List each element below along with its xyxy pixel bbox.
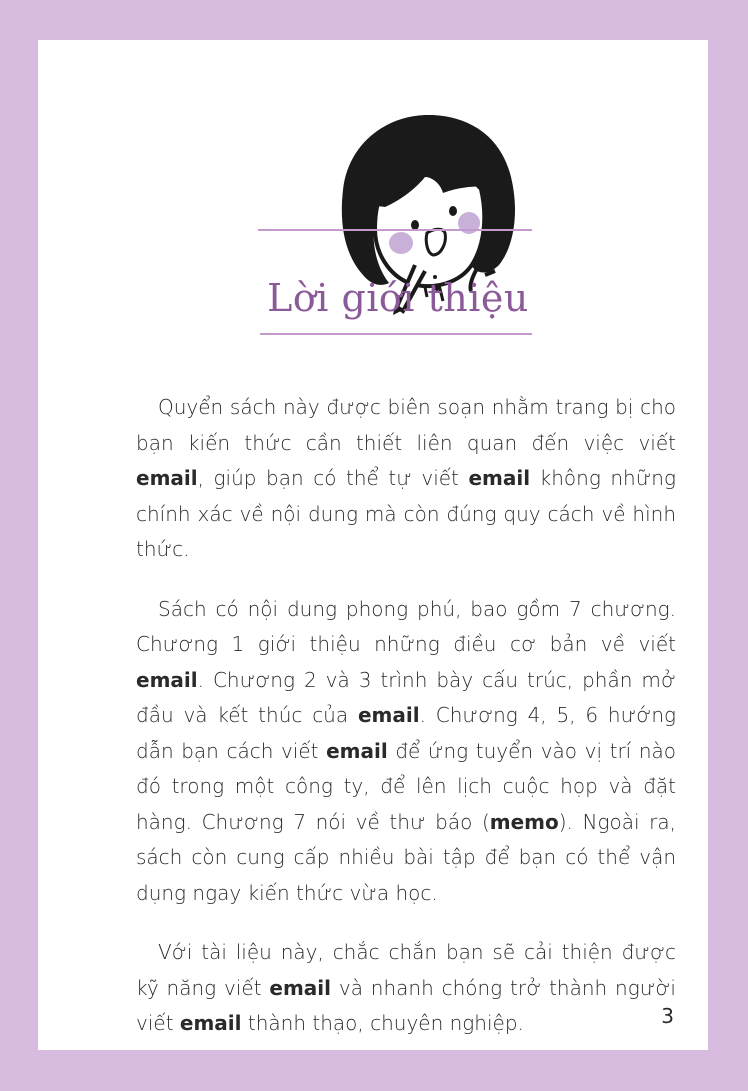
bold-term: email <box>136 466 198 490</box>
text-run: thành thạo, chuyên nghiệp. <box>241 1011 524 1035</box>
text-run: để ứng tuyển vào vị trí nào đó trong một công ty, để lên lịch cuộc họp và đặt hàng. Chương 7 nói về thư báo ( <box>136 738 676 834</box>
bold-term: email <box>468 466 531 490</box>
bold-term: email <box>136 667 198 692</box>
text-run: . Chương 4, 5, 6 hướng dẫn bạn cách viết <box>136 703 676 763</box>
bold-term: email <box>357 703 420 727</box>
cheek-left <box>389 232 413 254</box>
book-page <box>38 40 708 1050</box>
paragraph <box>136 390 676 568</box>
page-number: 3 <box>661 1004 674 1028</box>
bold-term: email <box>269 975 332 1000</box>
page-title: Lời giới thiệu <box>267 276 529 320</box>
text-run: ). Ngoài ra, sách còn cung cấp nhiều bài tập để bạn có thể vận dụng ngay kiến thức vừa học. <box>136 809 676 905</box>
text-run: Với tài liệu này, chắc chắn bạn sẽ cải thiện được kỹ năng viết <box>136 940 676 1000</box>
paragraph <box>136 935 676 1042</box>
text-run: không những chính xác về nội dung mà còn đúng quy cách về hình thức. <box>136 466 676 561</box>
eye-right <box>449 206 457 216</box>
text-run: và nhanh chóng trở thành người viết <box>136 975 676 1035</box>
text-run: Sách có nội dung phong phú, bao gồm 7 chương. Chương 1 giới thiệu những điều cơ bản về viết <box>136 596 676 656</box>
text-run: Quyển sách này được biên soạn nhằm trang bị cho bạn kiến thức cần thiết liên quan đến việc viết <box>136 395 676 455</box>
title-rule-bottom <box>260 333 532 335</box>
bold-term: email <box>179 1011 242 1035</box>
bold-term: memo <box>489 809 559 834</box>
title-rule-top <box>258 229 532 231</box>
bold-term: email <box>326 738 388 763</box>
paragraph <box>136 592 676 912</box>
text-run: . Chương 2 và 3 trình bày cấu trúc, phần mở đầu và kết thúc của <box>136 667 676 727</box>
text-run: , giúp bạn có thể tự viết <box>197 466 469 490</box>
body-text <box>136 390 676 1066</box>
